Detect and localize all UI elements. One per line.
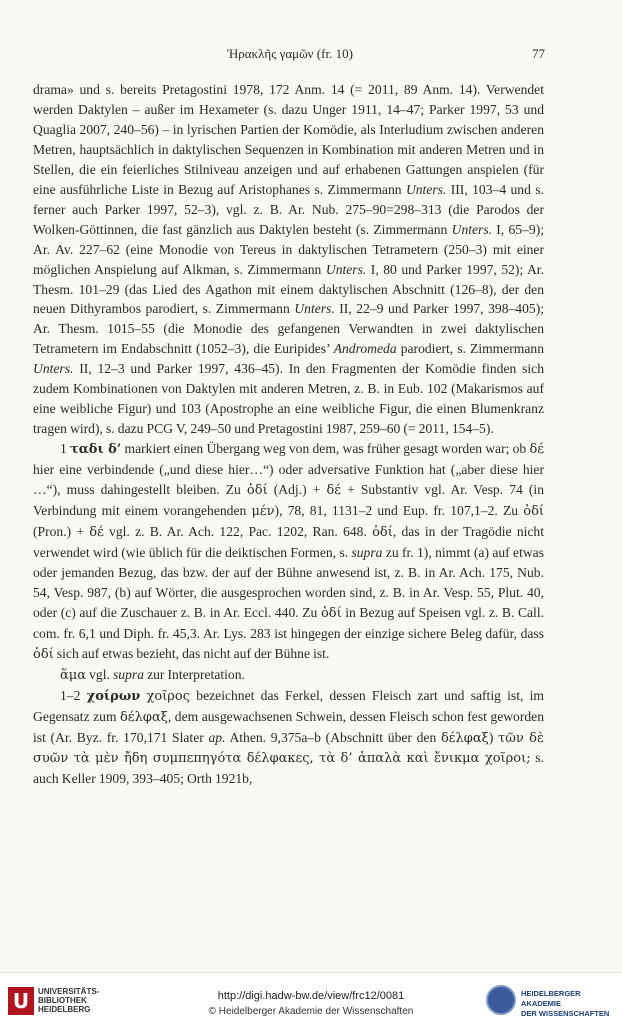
text-run: 1: [60, 441, 71, 457]
italic-term: ap.: [208, 729, 226, 745]
text-run: I, 80 und Parker 1997, 52); Ar. Thesm. 101–29 (das Lied des Agathon mit einem daktylischen Abschnitt (126–8), der den neuen Dithyrambos parodiert, s. Zimmermann: [33, 261, 544, 317]
ub-heidelberg-logo-text: UNIVERSITÄTS- BIBLIOTHEK HEIDELBERG: [38, 987, 100, 1014]
text-run: , das in der Tragödie nicht verwendet wird (wie üblich für die deiktischen Formen, s.: [33, 523, 544, 560]
text-run: vgl. z. B. Ar. Ach. 122, Pac. 1202, Ran. 648.: [103, 523, 373, 539]
text-run: 1–2: [60, 687, 87, 703]
text-run: in Bezug auf Speisen vgl. z. B. Call. com. fr. 6,1 und Diph. fr. 45,3. Ar. Lys. 283 ist hingegen der einzige sichere Beleg dafür, dass: [33, 604, 545, 641]
italic-term: supra: [351, 544, 383, 560]
italic-term: Unters.: [325, 261, 367, 277]
greek-term: χοῖρος: [146, 688, 191, 704]
text-run: zur Interpretation.: [143, 666, 245, 682]
running-head: Ἡρακλῆς γαμῶν (fr. 10): [227, 46, 353, 61]
greek-term: δέ: [529, 442, 544, 458]
text-run: drama» und s. bereits Pretagostini 1978, 172 Anm. 14 (= 2011, 89 Anm. 14). Verwendet werden Daktylen – außer im Hexameter (s. dazu Unger 1911, 14–47; Parker 1997, 53 und Quaglia 2007, 240–56) – in lyrischen Partien der Komödie, als Interludium zwischen anderen Metren, hauptsächlich in daktylischen Sequenzen in Kombination mit anderen Metren und in Stellen, die ein feierliches Stilniveau anzeigen und auf erhabenen Gattungen anspielen (für eine ausführliche Liste in Bezug auf Aristophanes s. Zimmermann: [33, 82, 544, 197]
text-run: II, 12–3 und Parker 1997, 436–45). In den Fragmenten der Komödie finden sich zudem Kombinationen von Daktylen mit anderen Metren, z. B. in Eub. 102 (Makarismos auf eine weibliche Figur) und 103 (Apostrophe an eine weibliche Figur, die einen Blumenkranz tragen wird), s. dazu PCG V, 249–50 und Pretagostini 1987, 259–60 (= 2011, 154–5).: [33, 361, 544, 437]
greek-term: ἅμα: [60, 667, 87, 683]
page-number: 77: [532, 46, 545, 61]
text-run: hier eine verbindende („und diese hier…“) oder adversative Funktion hat („aber diese hier …“), muss dahingestellt bleiben. Zu: [33, 462, 544, 498]
text-run: , dem ausgewachsenen Schwein, dessen Fleisch schon fest geworden ist (Ar. Byz. fr. 170,171 Slater: [33, 708, 545, 745]
greek-term: μέν: [251, 504, 275, 520]
italic-term: Unters.: [405, 181, 447, 197]
body-text: [33, 80, 544, 789]
academy-logo-text: HEIDELBERGER AKADEMIE DER WISSENSCHAFTEN: [521, 989, 610, 1018]
text-run: III, 103–4 und s. ferner auch Parker 1997, 52–3), vgl. z. B. Ar. Nub. 275–90=298–313 (die Parodos der Wolken-Göttinnen, die fast gänzlich aus Daktylen besteht (s. Zimmermann: [33, 181, 544, 237]
digitization-footer: [0, 972, 622, 1026]
text-run: ), 78, 81, 1131–2 und Eup. fr. 107,1–2. Zu: [274, 503, 524, 519]
text-run: parodiert, s. Zimmermann: [396, 341, 545, 357]
note-choiron: [33, 686, 544, 790]
ub-heidelberg-logo-icon: U: [8, 987, 34, 1015]
italic-term: Unters.: [33, 361, 74, 377]
greek-term: δέ: [326, 483, 342, 499]
academy-seal-icon: [486, 985, 516, 1015]
greek-term: ὁδί: [320, 605, 342, 621]
greek-term: ὁδί: [33, 646, 54, 662]
text-run: Athen. 9,375a–b (Abschnitt über den: [225, 729, 441, 745]
greek-term: ὁδί: [523, 504, 545, 520]
italic-term: Unters.: [294, 301, 335, 317]
permalink-url[interactable]: http://digi.hadw-bw.de/view/frc12/0081: [217, 990, 405, 1002]
text-run: I, 65–9); Ar. Av. 227–62 (eine Monodie von Tereus in daktylischen Tetrametern (250–3) mit einer möglichen Anspielung auf Alkman, s. Zimmermann: [33, 221, 544, 277]
italic-term: Unters.: [451, 221, 493, 237]
text-run: s. auch Keller 1909, 393–405; Orth 1921b,: [33, 750, 544, 787]
text-run: + Substantiv vgl. Ar. Vesp. 74 (in Verbindung mit einem vorangehenden: [33, 482, 545, 519]
text-run: (Pron.) +: [33, 523, 90, 539]
italic-term: Andromeda: [333, 341, 397, 357]
text-run: bezeichnet das Ferkel, dessen Fleisch zart und saftig ist, im Gegensatz zum: [33, 687, 544, 724]
paragraph-daktylen: [33, 80, 544, 439]
copyright-notice: © Heidelberger Akademie der Wissenschaften: [208, 1006, 414, 1017]
text-run: ): [488, 729, 499, 745]
text-run: II, 22–9 und Parker 1997, 398–405); Ar. Thesm. 1015–55 (die Monodie des gefangenen Verwandten in zwei daktylischen Tetrametern im Endabschnitt (1052–3), die Euripides’: [33, 301, 544, 357]
note-hama: [33, 665, 544, 686]
greek-term: τῶν δὲ συῶν τὰ μὲν ἤδη συμπεπηγότα δέλφακες, τὰ δ’ ἁπαλὰ καὶ ἔνικμα χοῖροι;: [33, 730, 544, 767]
note-tadi-de: [33, 439, 544, 664]
text-run: (Adj.) +: [267, 482, 327, 498]
text-run: vgl.: [86, 666, 113, 682]
greek-term: χοίρων: [86, 688, 141, 704]
text-run: zu fr. 1), nimmt (a) auf etwas oder jemanden Bezug, das bzw. der auf der Bühne anwesend ist, z. B. in Ar. Ach. 175, Nub. 54, Vesp. 987, (b) auf Wörter, die ausgesprochen worden sind, z. B. in Ar. Vesp. 55, Plut. 40, oder (c) auf die Zuschauer z. B. in Ar. Eccl. 440. Zu: [33, 544, 544, 620]
italic-term: supra: [112, 666, 144, 682]
greek-term: δέλφαξ: [120, 709, 168, 725]
academy-logo[interactable]: [486, 983, 614, 1019]
greek-term: ὁδί: [246, 483, 268, 499]
text-run: markiert einen Übergang weg von dem, was früher gesagt worden war; ob: [121, 441, 530, 457]
greek-term: δέ: [89, 524, 104, 540]
greek-term: δέλφαξ: [440, 730, 489, 746]
greek-term: ταδι δ’: [70, 442, 122, 458]
text-run: sich auf etwas bezieht, das nicht auf der Bühne ist.: [53, 645, 330, 661]
greek-term: ὁδί: [372, 524, 393, 540]
